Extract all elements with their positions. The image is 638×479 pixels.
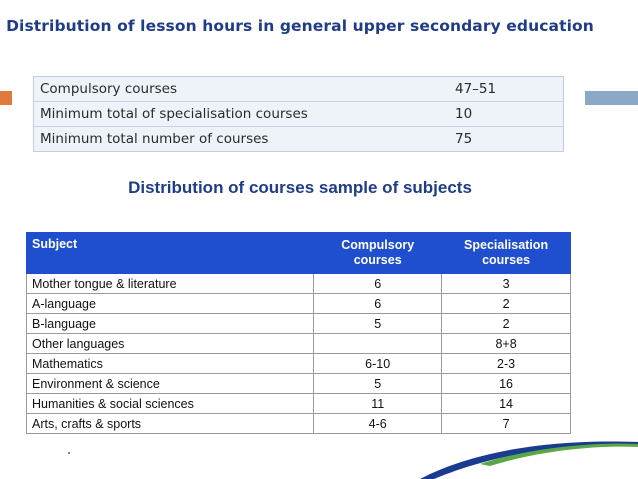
- table-row: [27, 274, 571, 294]
- lesson-hours-summary-table: [33, 76, 564, 152]
- cell-compulsory: 6: [314, 294, 442, 314]
- cell-specialisation: 16: [442, 374, 571, 394]
- cell-subject: Arts, crafts & sports: [27, 414, 314, 434]
- table-row: [27, 294, 571, 314]
- slide-title: Distribution of lesson hours in general upper secondary education: [6, 17, 594, 35]
- cell-compulsory: 11: [314, 394, 442, 414]
- header-compulsory: Compulsory courses: [314, 233, 442, 274]
- cell-specialisation: 3: [442, 274, 571, 294]
- header-specialisation: Specialisation courses: [442, 233, 571, 274]
- summary-label: Minimum total of specialisation courses: [34, 102, 452, 127]
- summary-value: 75: [451, 127, 564, 152]
- summary-value: 10: [451, 102, 564, 127]
- summary-row: [34, 102, 564, 127]
- cell-specialisation: 2: [442, 294, 571, 314]
- cell-subject: B-language: [27, 314, 314, 334]
- cell-compulsory: 5: [314, 374, 442, 394]
- cell-compulsory: 6: [314, 274, 442, 294]
- decorative-dot: [68, 452, 70, 454]
- courses-title: Distribution of courses sample of subjects: [128, 178, 472, 197]
- cell-subject: Other languages: [27, 334, 314, 354]
- swoosh-blue: [420, 441, 638, 479]
- cell-subject: A-language: [27, 294, 314, 314]
- header-subject: Subject: [27, 233, 314, 274]
- summary-row: [34, 77, 564, 102]
- table-row: [27, 334, 571, 354]
- decorative-swoosh: [420, 428, 638, 479]
- table-row: [27, 394, 571, 414]
- cell-specialisation: 14: [442, 394, 571, 414]
- table-row: [27, 354, 571, 374]
- cell-subject: Mathematics: [27, 354, 314, 374]
- summary-value: 47–51: [455, 81, 497, 97]
- table-row: [27, 314, 571, 334]
- left-accent-bar: [0, 91, 12, 105]
- cell-specialisation: 2: [442, 314, 571, 334]
- table-header-row: [27, 233, 571, 274]
- table-row: [27, 374, 571, 394]
- summary-row: [34, 127, 564, 152]
- cell-specialisation: 8+8: [442, 334, 571, 354]
- cell-specialisation: 2-3: [442, 354, 571, 374]
- cell-compulsory: 5: [314, 314, 442, 334]
- cell-compulsory: [314, 334, 442, 354]
- summary-label: Compulsory courses: [40, 81, 177, 97]
- cell-subject: Environment & science: [27, 374, 314, 394]
- summary-label: Minimum total number of courses: [34, 127, 452, 152]
- cell-subject: Humanities & social sciences: [27, 394, 314, 414]
- cell-compulsory: 4-6: [314, 414, 442, 434]
- cell-compulsory: 6-10: [314, 354, 442, 374]
- cell-specialisation: 7: [442, 414, 571, 434]
- courses-table: [26, 232, 571, 434]
- right-accent-bar: [585, 91, 638, 105]
- cell-subject: Mother tongue & literature: [27, 274, 314, 294]
